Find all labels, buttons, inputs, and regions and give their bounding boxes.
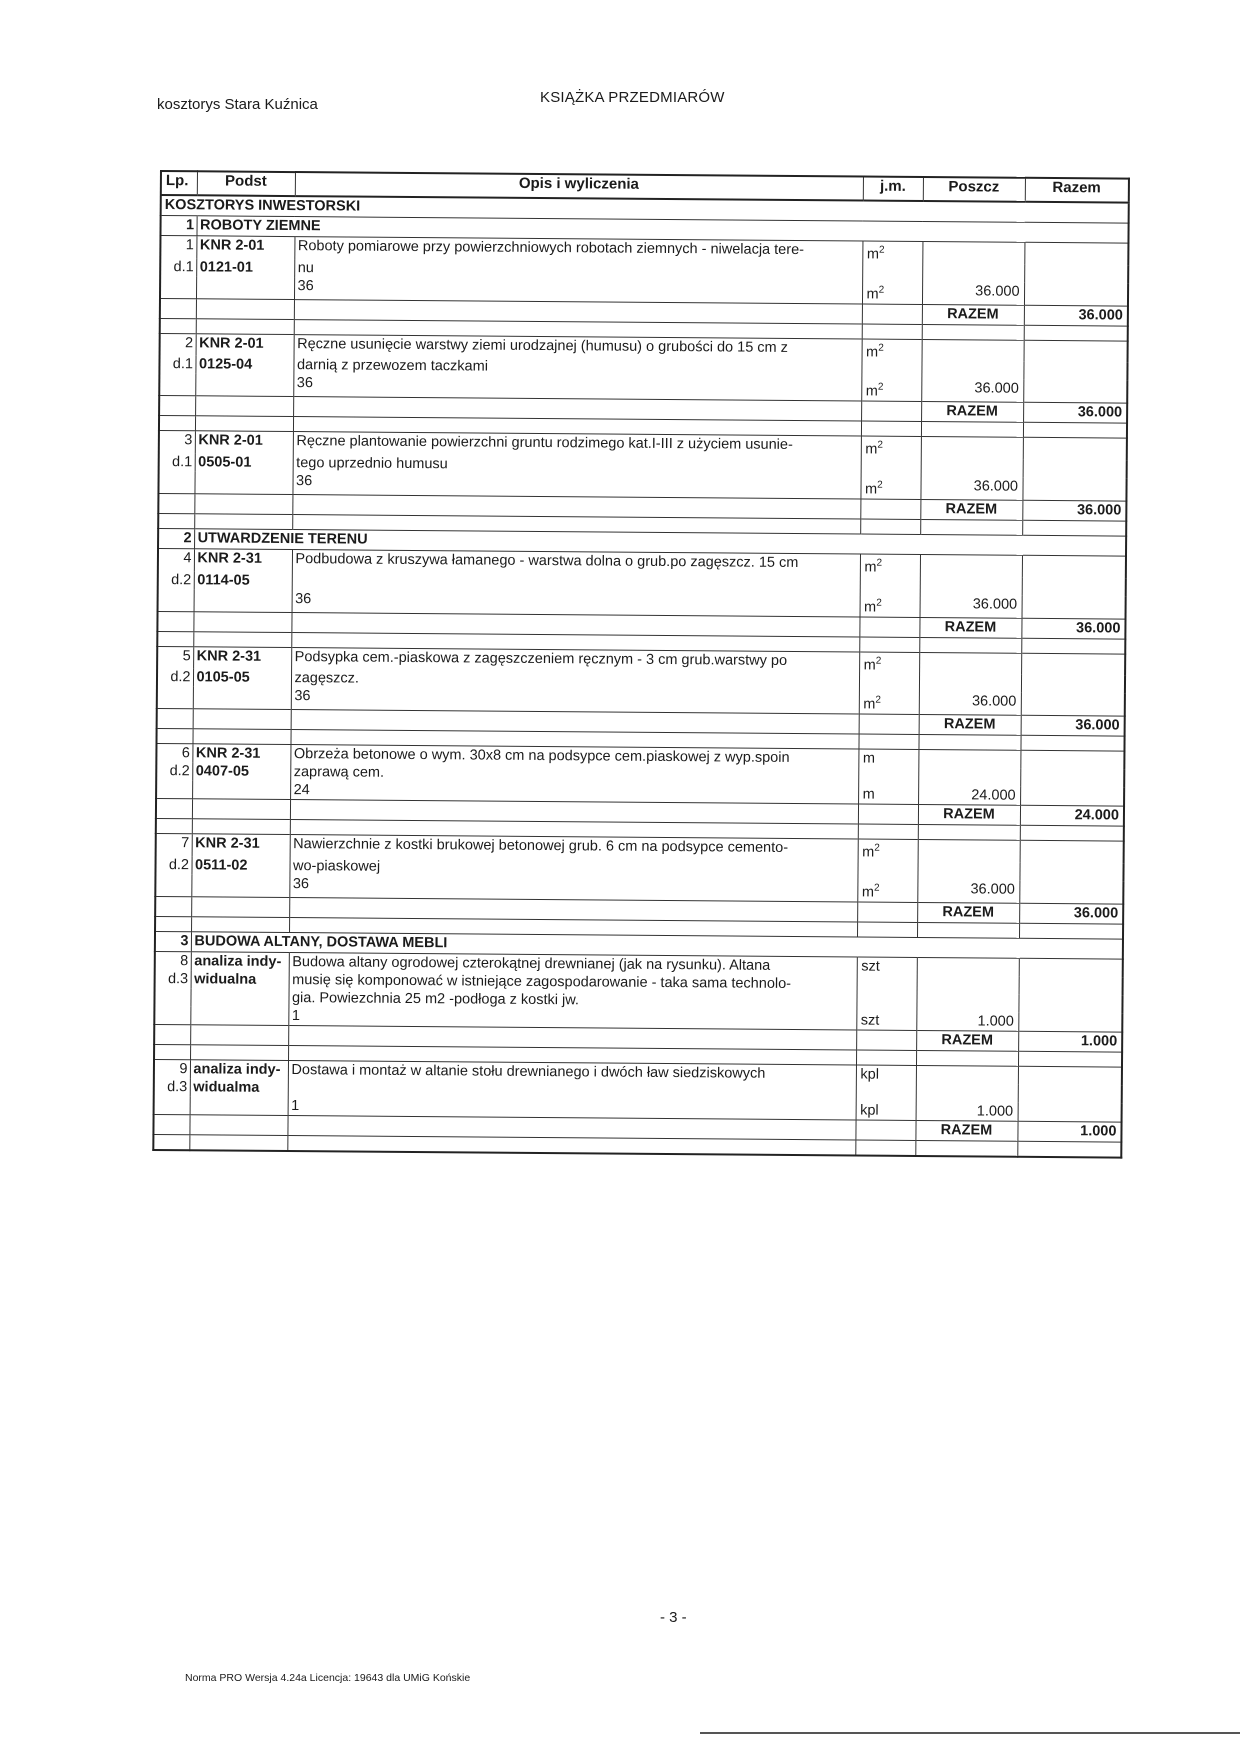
section-number: 2 [158, 528, 194, 548]
software-footer: Norma PRO Wersja 4.24a Licencja: 19643 dla UMiG Końskie [185, 1672, 471, 1684]
empty-cell [918, 840, 1020, 863]
empty-cell [194, 589, 292, 612]
total-quantity: 36.000 [1021, 716, 1125, 737]
empty-cell [919, 637, 1021, 653]
kosztorys-title: KOSZTORYS INWESTORSKI [161, 195, 1129, 223]
position-lp: 3 [159, 431, 195, 454]
position-description: Budowa altany ogrodowej czterokątnej drewnianej (jak na rysunku). Altana [289, 952, 857, 975]
empty-cell [192, 799, 290, 820]
empty-cell [916, 994, 1018, 1013]
empty-cell [194, 494, 292, 515]
section-number: 1 [160, 216, 196, 236]
partial-quantity: 36.000 [919, 692, 1021, 715]
razem-label: RAZEM [921, 402, 1023, 423]
total-quantity: 36.000 [1023, 403, 1127, 424]
empty-cell [195, 374, 293, 397]
empty-cell [1020, 751, 1124, 770]
position-code-line1: KNR 2-01 [195, 431, 293, 454]
empty-cell [157, 611, 193, 631]
empty-cell [154, 1024, 190, 1044]
calculation-formula: 1 [288, 1097, 856, 1120]
position-code-line1: KNR 2-01 [196, 333, 294, 356]
position-code-line2: 0125-04 [195, 356, 293, 375]
razem-label: RAZEM [922, 304, 1024, 325]
calculation-formula: 1 [288, 1007, 856, 1030]
empty-cell [861, 401, 921, 421]
empty-cell [193, 611, 291, 632]
col-razem-header: Razem [1025, 178, 1129, 203]
empty-cell [190, 1096, 288, 1115]
empty-cell [918, 768, 1020, 787]
empty-cell [196, 276, 294, 299]
empty-cell [156, 819, 192, 834]
razem-label: RAZEM [918, 805, 1020, 826]
empty-cell [857, 902, 917, 922]
empty-cell [1024, 265, 1128, 284]
empty-cell [154, 988, 190, 1006]
empty-cell [915, 1140, 1017, 1156]
empty-cell [1024, 242, 1128, 265]
empty-cell [156, 729, 192, 744]
empty-cell [860, 519, 920, 534]
empty-cell [918, 825, 1020, 841]
empty-cell [192, 819, 290, 835]
empty-cell [1022, 520, 1126, 536]
section-name: ROBOTY ZIEMNE [196, 216, 1128, 243]
empty-cell [160, 318, 196, 333]
empty-cell [191, 917, 289, 933]
empty-cell [1024, 340, 1128, 363]
position-lp: 5 [157, 646, 193, 669]
empty-cell [195, 416, 293, 432]
position-description: nu [294, 259, 862, 281]
empty-cell [858, 734, 918, 749]
position-code-line2: 0105-05 [193, 669, 291, 688]
position-code-line1: KNR 2-01 [196, 236, 294, 259]
unit-label: $m^2$ [861, 436, 921, 459]
empty-cell [155, 916, 191, 931]
empty-cell [1019, 863, 1123, 882]
empty-cell [158, 471, 194, 494]
razem-label: RAZEM [916, 1030, 1018, 1051]
empty-cell [1023, 423, 1127, 439]
empty-cell [194, 514, 292, 530]
empty-cell [1023, 380, 1127, 403]
empty-cell [916, 1065, 1018, 1084]
empty-cell [917, 862, 1019, 881]
empty-cell [1020, 841, 1124, 864]
unit-label: $m^2$ [860, 594, 920, 617]
empty-cell [862, 324, 922, 339]
position-description: zaprawą cem. [290, 763, 858, 785]
empty-cell [191, 874, 289, 897]
empty-cell [857, 922, 917, 937]
razem-label: RAZEM [917, 902, 1019, 923]
empty-cell [1019, 923, 1123, 939]
empty-cell [1019, 881, 1123, 904]
empty-cell [190, 1006, 288, 1025]
empty-cell [861, 459, 921, 477]
empty-cell [196, 318, 294, 334]
empty-cell [917, 957, 1019, 976]
partial-quantity: 36.000 [920, 477, 1022, 500]
empty-cell [859, 674, 919, 692]
section-name: BUDOWA ALTANY, DOSTAWA MEBLI [191, 932, 1123, 959]
position-section-ref: d.3 [167, 1079, 188, 1096]
empty-cell [1024, 283, 1128, 306]
position-section-ref: d.1 [173, 258, 194, 276]
page-number: - 3 - [660, 1609, 687, 1626]
total-quantity: 36.000 [1024, 305, 1128, 326]
empty-cell [190, 988, 288, 1007]
empty-cell [1018, 1103, 1122, 1122]
position-code-line2: 0511-02 [191, 856, 289, 875]
empty-cell [916, 1050, 1018, 1066]
calculation-formula: 36 [292, 472, 860, 499]
position-description: tego uprzednio humusu [293, 454, 861, 476]
table-body [153, 195, 1128, 1158]
position-description: zagęszcz. [291, 669, 859, 691]
empty-cell [856, 1050, 916, 1065]
empty-cell [154, 1006, 190, 1025]
empty-cell [919, 674, 1021, 693]
unit-label: $m^2$ [860, 477, 920, 500]
total-quantity: 36.000 [1019, 903, 1123, 924]
position-section-ref: d.1 [171, 454, 193, 471]
empty-cell [1018, 1013, 1122, 1032]
przedmiar-sheet [152, 170, 1128, 1159]
razem-label: RAZEM [915, 1120, 1017, 1141]
unit-label: $m^2$ [857, 880, 917, 903]
empty-cell [192, 729, 290, 745]
empty-cell [157, 686, 193, 709]
empty-cell [1022, 596, 1126, 619]
empty-cell [157, 709, 193, 729]
empty-cell [193, 631, 291, 647]
scan-edge-line [700, 1732, 1240, 1734]
przedmiar-table [152, 170, 1130, 1159]
position-description: Podbudowa z kruszywa łamanego - warstwa dolna o grub.po zagęszcz. 15 cm [292, 550, 860, 577]
position-lp: 1 [160, 236, 196, 259]
empty-cell [860, 499, 920, 519]
unit-label: szt [856, 1011, 916, 1030]
empty-cell [154, 1096, 190, 1115]
empty-cell [920, 519, 1022, 535]
empty-cell [858, 768, 918, 786]
empty-cell [160, 298, 196, 318]
empty-cell [155, 874, 191, 897]
empty-cell [156, 780, 192, 799]
partial-quantity: 24.000 [918, 786, 1020, 805]
empty-cell [856, 993, 916, 1011]
empty-cell [1020, 769, 1124, 788]
unit-label: $m^2$ [861, 379, 921, 402]
empty-cell [922, 339, 1024, 362]
empty-cell [920, 554, 1022, 577]
empty-cell [920, 577, 1022, 596]
empty-cell [922, 241, 1024, 264]
calculation-formula: 24 [290, 781, 858, 804]
position-section-ref: d.1 [172, 356, 194, 373]
partial-quantity: 36.000 [920, 595, 1022, 618]
col-jm-header: j.m. [863, 177, 923, 201]
empty-cell [921, 437, 1023, 460]
empty-cell [1023, 460, 1127, 479]
position-code-line2: 0407-05 [192, 763, 290, 782]
unit-label: m [858, 749, 918, 768]
position-code-line2: 0121-01 [196, 258, 294, 277]
position-description: Obrzeża betonowe o wym. 30x8 cm na podsypce cem.piaskowej z wyp.spoin [290, 745, 858, 768]
empty-cell [861, 361, 921, 379]
empty-cell [1022, 478, 1126, 501]
empty-cell [287, 1135, 855, 1155]
razem-label: RAZEM [919, 617, 1021, 638]
total-quantity: 1.000 [1018, 1031, 1122, 1052]
position-section-ref: d.3 [167, 971, 189, 988]
empty-cell [158, 493, 194, 513]
unit-label: szt [857, 957, 917, 976]
position-code-line1: KNR 2-31 [192, 744, 290, 763]
empty-cell [155, 896, 191, 916]
position-code-line1: KNR 2-31 [192, 834, 290, 857]
position-code-line2: 0505-01 [195, 453, 293, 472]
empty-cell [191, 897, 289, 918]
total-quantity: 24.000 [1020, 806, 1124, 827]
col-podst-header: Podst [197, 171, 295, 196]
empty-cell [1018, 1085, 1122, 1104]
empty-cell [857, 862, 917, 880]
empty-cell [921, 361, 1023, 380]
section-name: UTWARDZENIE TERENU [194, 529, 1126, 556]
unit-label: m [858, 786, 918, 805]
position-code-line1: KNR 2-31 [194, 549, 292, 572]
partial-quantity: 1.000 [916, 1012, 1018, 1031]
empty-cell [159, 396, 195, 416]
empty-cell [917, 922, 1019, 938]
unit-label: $m^2$ [859, 692, 919, 715]
unit-label: $m^2$ [858, 839, 918, 862]
empty-cell [157, 631, 193, 646]
empty-cell [190, 1045, 288, 1061]
empty-cell [858, 824, 918, 839]
empty-cell [1022, 578, 1126, 597]
position-description: wo-piaskowej [289, 857, 857, 879]
calculation-formula: 36 [292, 590, 860, 617]
partial-quantity: 36.000 [921, 379, 1023, 402]
empty-cell [918, 735, 1020, 751]
empty-cell [1022, 555, 1126, 578]
position-section-ref: d.2 [171, 571, 192, 589]
position-code-line2: widualma [190, 1078, 288, 1097]
empty-cell [153, 1114, 189, 1134]
empty-cell [861, 421, 921, 436]
empty-cell [860, 576, 920, 594]
empty-cell [855, 1140, 915, 1156]
position-section-ref: d.2 [169, 763, 190, 780]
empty-cell [1017, 1141, 1121, 1157]
document-header-title: KSIĄŻKA PRZEDMIARÓW [540, 89, 725, 106]
empty-cell [916, 1084, 1018, 1103]
empty-cell [922, 324, 1024, 340]
total-quantity: 1.000 [1017, 1121, 1121, 1142]
empty-cell [193, 687, 291, 710]
position-description: darnią z przewozem taczkami [293, 357, 861, 379]
total-quantity: 36.000 [1022, 500, 1126, 521]
position-code-line1: analiza indy- [190, 1060, 288, 1079]
unit-label: $m^2$ [862, 339, 922, 362]
empty-cell [1019, 977, 1123, 996]
position-description: gia. Powiezchnia 25 m2 -podłoga z kostki jw. [288, 989, 856, 1011]
position-code-line2: widualna [191, 970, 289, 989]
calculation-formula: 36 [291, 687, 859, 714]
razem-label: RAZEM [919, 715, 1021, 736]
empty-cell [1023, 362, 1127, 381]
razem-label: RAZEM [920, 499, 1022, 520]
empty-cell [857, 975, 917, 993]
empty-cell [195, 396, 293, 417]
position-code-line1: analiza indy- [191, 952, 289, 971]
empty-cell [1021, 693, 1125, 716]
position-lp: 2 [160, 333, 196, 356]
empty-cell [858, 804, 918, 824]
empty-cell [159, 373, 195, 396]
position-description: Dostawa i montaż w altanie stołu drewnianego i dwóch ław siedziskowych [288, 1060, 856, 1083]
empty-cell [922, 264, 1024, 283]
empty-cell [1018, 1051, 1122, 1067]
empty-cell [917, 976, 1019, 995]
empty-cell [856, 1083, 916, 1101]
position-code-line1: KNR 2-31 [193, 646, 291, 669]
empty-cell [1021, 638, 1125, 654]
empty-cell [921, 422, 1023, 438]
position-description: Nawierzchnie z kostki brukowej betonowej grub. 6 cm na podsypce cemento- [290, 835, 858, 862]
position-description: Ręczne plantowanie powierzchni gruntu rodzimego kat.I-III z użyciem usunie- [293, 432, 861, 459]
empty-cell [158, 513, 194, 528]
empty-cell [919, 652, 1021, 675]
empty-cell [190, 1025, 288, 1046]
empty-cell [859, 714, 919, 734]
position-code-line2: 0114-05 [194, 571, 292, 590]
unit-label: kpl [856, 1101, 916, 1120]
position-lp: 8 [155, 951, 191, 970]
empty-cell [855, 1120, 915, 1140]
partial-quantity: 36.000 [922, 282, 1024, 305]
position-section-ref: d.2 [168, 857, 190, 874]
empty-cell [862, 263, 922, 281]
empty-cell [918, 750, 1020, 769]
position-description: Ręczne usunięcie warstwy ziemi urodzajnej (humusu) o grubości do 15 cm z [294, 334, 862, 361]
empty-cell [194, 471, 292, 494]
unit-label: $m^2$ [862, 281, 922, 304]
empty-cell [153, 1134, 189, 1150]
position-lp: 9 [154, 1059, 190, 1078]
position-lp: 6 [156, 744, 192, 763]
empty-cell [1018, 1066, 1122, 1085]
document-header-left: kosztorys Stara Kuźnica [157, 96, 318, 113]
position-lp: 4 [158, 548, 194, 571]
empty-cell [1024, 325, 1128, 341]
empty-cell [1020, 787, 1124, 806]
calculation-formula: 36 [293, 375, 861, 402]
empty-cell [196, 298, 294, 319]
empty-cell [192, 781, 290, 800]
col-lp-header: Lp. [161, 171, 197, 195]
empty-cell [160, 276, 196, 299]
empty-cell [1020, 736, 1124, 752]
empty-cell [189, 1135, 287, 1151]
empty-cell [1021, 675, 1125, 694]
position-lp: 7 [156, 834, 192, 857]
empty-cell [156, 799, 192, 819]
empty-cell [158, 589, 194, 612]
empty-cell [921, 459, 1023, 478]
empty-cell [1020, 826, 1124, 842]
col-opis-header: Opis i wyliczenia [295, 172, 863, 200]
unit-label: $m^2$ [862, 241, 922, 264]
partial-quantity: 36.000 [917, 880, 1019, 903]
col-poszcz-header: Poszcz [923, 177, 1025, 202]
empty-cell [1021, 653, 1125, 676]
calculation-formula: 36 [294, 277, 862, 304]
unit-label: $m^2$ [859, 652, 919, 675]
total-quantity: 36.000 [1021, 618, 1125, 639]
position-description: musię się komponować w istniejące zagospodarowanie - taka sama technolo- [289, 971, 857, 993]
position-description: Podsypka cem.-piaskowa z zagęszczeniem ręcznym - 3 cm grub.warstwy po [291, 647, 859, 674]
empty-cell [1023, 438, 1127, 461]
position-description: Roboty pomiarowe przy powierzchniowych robotach ziemnych - niwelacja tere- [294, 237, 862, 264]
empty-cell [159, 416, 195, 431]
empty-cell [862, 304, 922, 324]
section-number: 3 [155, 931, 191, 951]
empty-cell [1018, 995, 1122, 1014]
empty-cell [189, 1115, 287, 1136]
empty-cell [1019, 958, 1123, 977]
calculation-formula: 36 [289, 875, 857, 902]
empty-cell [859, 637, 919, 652]
empty-cell [193, 709, 291, 730]
position-section-ref: d.2 [170, 669, 191, 686]
unit-label: $m^2$ [860, 554, 920, 577]
partial-quantity: 1.000 [916, 1102, 1018, 1121]
empty-cell [859, 617, 919, 637]
empty-cell [154, 1044, 190, 1059]
unit-label: kpl [856, 1065, 916, 1084]
empty-cell [856, 1030, 916, 1050]
